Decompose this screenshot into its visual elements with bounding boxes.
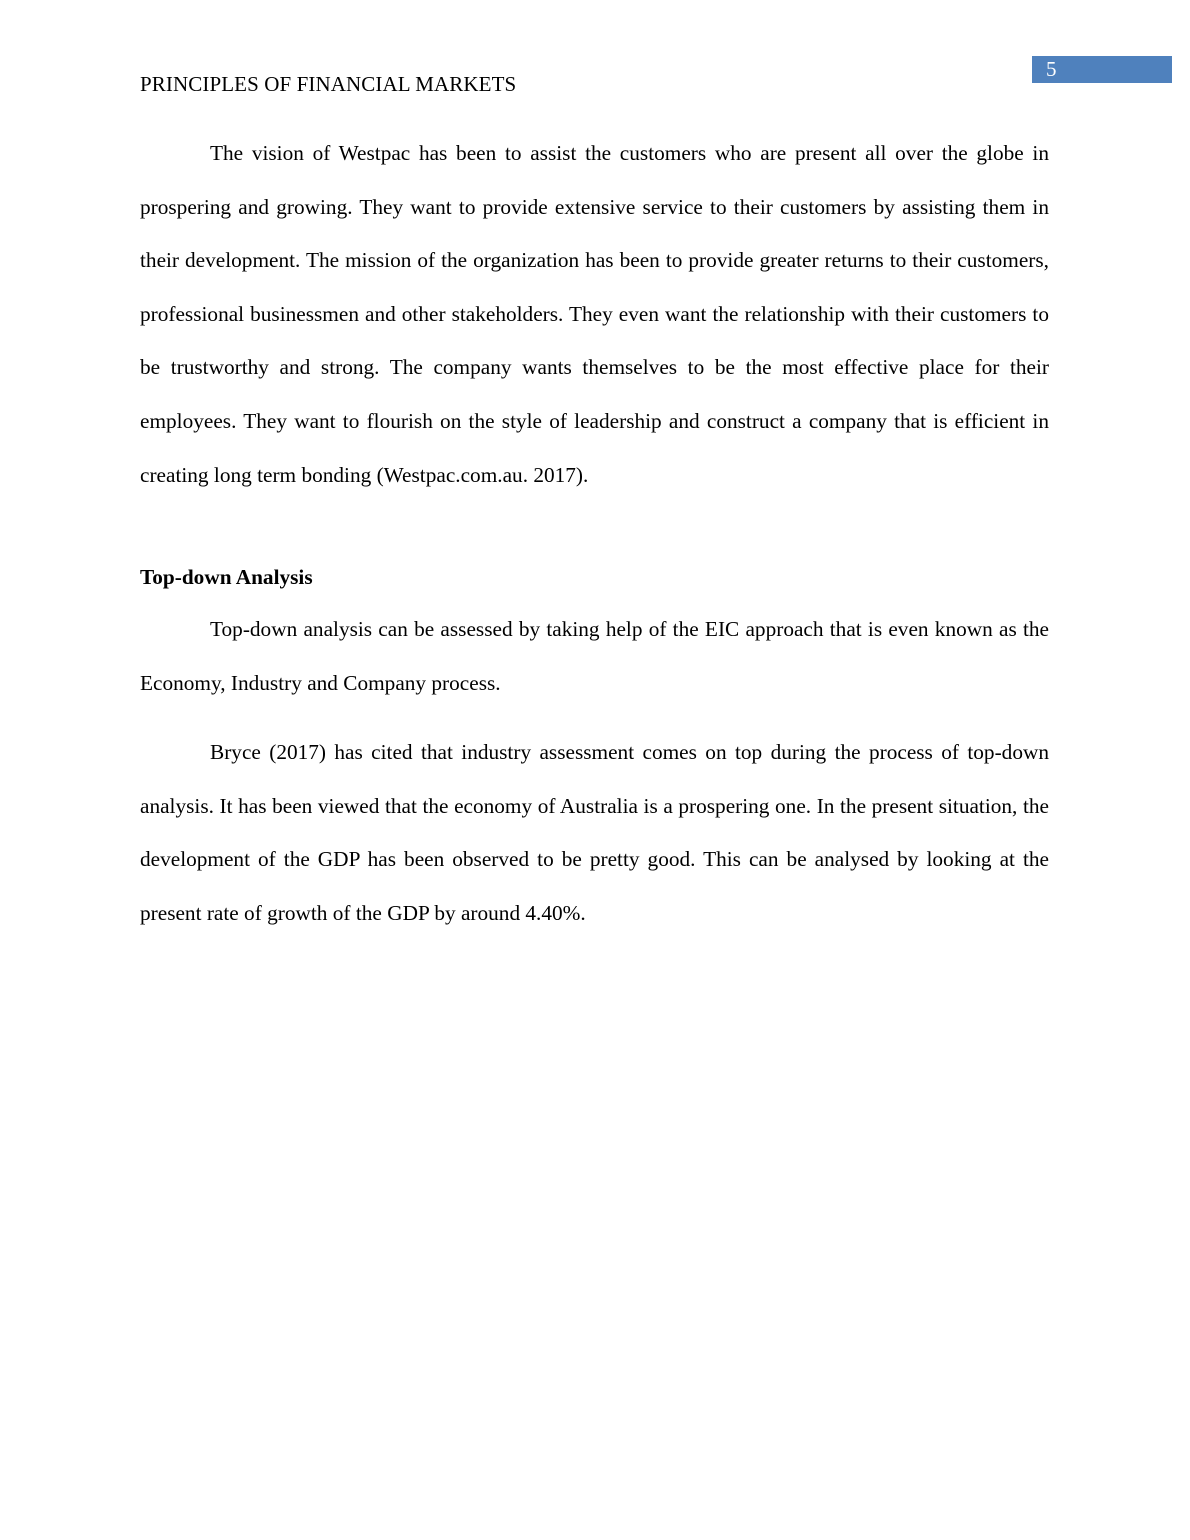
body-paragraph-westpac-vision: The vision of Westpac has been to assist the customers who are present all over the globe in prospering and growing. They want to provide extensive service to their customers by assisting them in their development. The mission of the organization has been to provide greater returns to their customers, professional businessmen and other stakeholders. They even want the relationship with their customers to be trustworthy and strong. The company wants themselves to be the most effective place for their employees. They want to flourish on the style of leadership and construct a company that is efficient in creating long term bonding (Westpac.com.au. 2017). — [140, 141, 1049, 487]
page-number-badge — [1032, 56, 1172, 83]
body-paragraph-industry-assessment: Bryce (2017) has cited that industry assessment comes on top during the process of top-down analysis. It has been viewed that the economy of Australia is a prospering one. In the present situation, the development of the GDP has been observed to be pretty good. This can be analysed by looking at the present rate of growth of the GDP by around 4.40%. — [140, 740, 1049, 925]
body-paragraph-eic-approach: Top-down analysis can be assessed by taking help of the EIC approach that is even known as the Economy, Industry and Company process. — [140, 617, 1049, 695]
section-heading-top-down-analysis: Top-down Analysis — [140, 565, 313, 589]
running-header-title: PRINCIPLES OF FINANCIAL MARKETS — [140, 72, 517, 96]
page-number: 5 — [1046, 57, 1057, 81]
